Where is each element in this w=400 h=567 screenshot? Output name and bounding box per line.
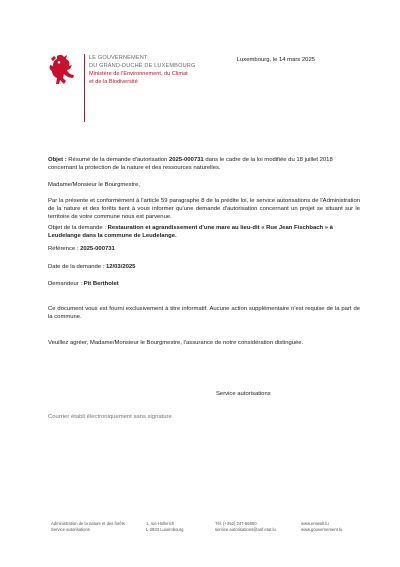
salutation: Madame/Monsieur le Bourgmestre, <box>48 182 140 188</box>
footer-col2-line2: L-2933 Luxembourg <box>146 527 184 533</box>
subject-text-1: Résumé de la demande d'autorisation <box>66 157 169 163</box>
reference-value: 2025-000731 <box>78 246 115 252</box>
ministry-line-1: Ministère de l'Environnement, du Climat <box>89 70 188 77</box>
footer-websites <box>301 521 342 534</box>
applicant-value: Pit Bertholet <box>82 281 119 287</box>
applicant-line <box>48 280 360 288</box>
footer-col2-line1: 1, rue Hollerich <box>146 521 175 526</box>
request-date-line <box>48 263 360 271</box>
footer-col1-line2: Service autorisations <box>51 527 90 533</box>
logo-line-2: DU GRAND-DUCHÉ DE LUXEMBOURG <box>89 62 196 69</box>
request-object-value: Restauration et agrandissement d'une mare au lieu-dit « Rue Jean Fischbach » à Leudelange dans la commune de Leudelange. <box>48 225 333 239</box>
request-object <box>48 224 360 240</box>
request-date-label: Date de la demande : <box>48 264 105 270</box>
reference-label: Référence : <box>48 246 79 252</box>
footer-administration <box>51 521 125 534</box>
reference-line <box>48 245 360 253</box>
footer-website-2[interactable]: www.gouvernement.lu <box>301 527 343 533</box>
footer-email[interactable]: service.autorisations@anf.etat.lu <box>215 527 276 533</box>
subject-paragraph <box>48 156 360 172</box>
luxembourg-lion-icon <box>48 53 76 86</box>
letter-date: Luxembourg, le 14 mars 2025 <box>236 57 315 63</box>
request-date-value: 12/03/2025 <box>104 264 136 270</box>
electronic-signature-note: Courrier établi électroniquement sans signature <box>48 414 172 420</box>
logo-line-1: LE GOUVERNEMENT <box>89 55 148 61</box>
subject-label: Objet : <box>48 157 67 163</box>
footer-contact <box>215 521 276 534</box>
footer-address <box>146 521 183 534</box>
government-logo-text <box>89 55 195 87</box>
footer-col1-line1: Administration de la nature et des forêts <box>51 521 126 526</box>
info-paragraph: Ce document vous est fourni exclusivement à titre informatif. Aucune action supplémentaire n'est requise de la part de la commune. <box>48 306 360 320</box>
signature-service: Service autorisations <box>216 391 271 397</box>
logo-divider <box>84 54 85 122</box>
request-object-label: Objet de la demande : <box>48 225 106 231</box>
footer-website-1[interactable]: www.emwelt.lu <box>301 521 329 526</box>
closing-paragraph: Veuillez agréer, Madame/Monsieur le Bourgmestre, l'assurance de notre considération distinguée. <box>48 340 304 346</box>
ministry-line-2: et de la Biodiversité <box>89 78 138 85</box>
applicant-label: Demandeur : <box>48 281 83 287</box>
subject-reference: 2025-000731 <box>168 157 204 163</box>
intro-paragraph: Par la présente et conformément à l'article 59 paragraphe 8 de la prédite loi, le service autorisations de l'Administration de la nature et des forêts tient à vous informer qu'une demande d'autorisation concernant un projet se situant sur le territoire de votre commune nous est parvenue. <box>48 198 360 220</box>
subject-text-2: dans le cadre de la loi modifiée du 18 juillet 2018 concernant la protection de la nature et des ressources naturelles. <box>48 157 333 171</box>
footer-phone: Tél. (+352) 247-56600 <box>215 521 257 526</box>
